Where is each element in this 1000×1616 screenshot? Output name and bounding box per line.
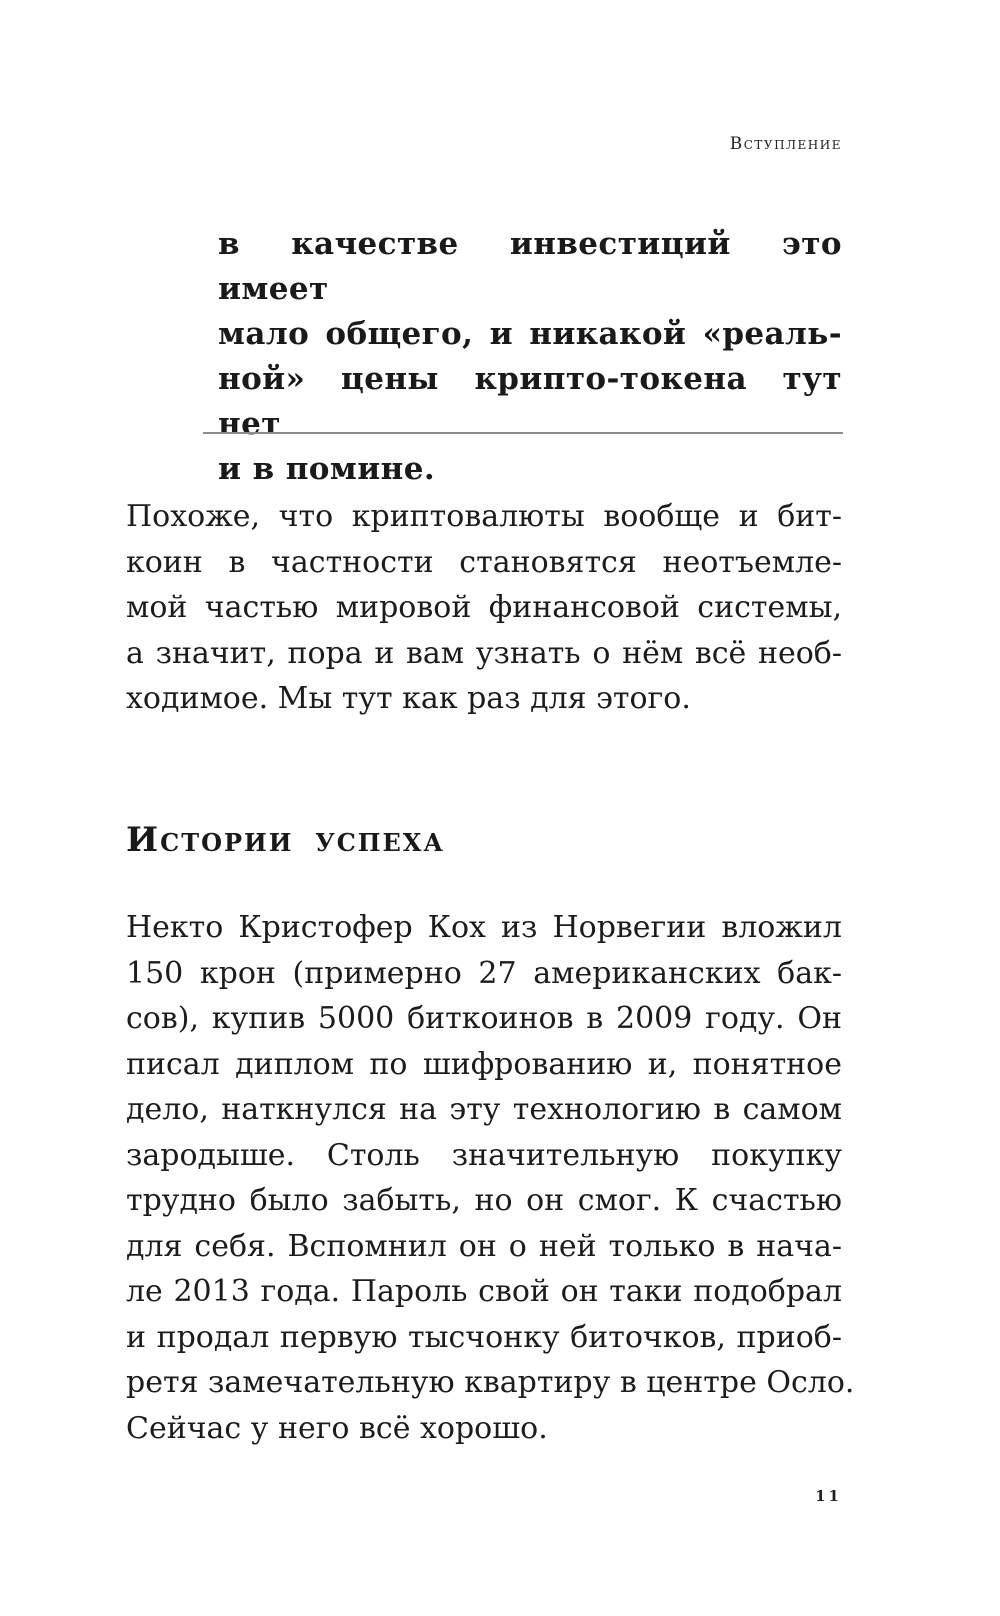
- paragraph-line: и продал первую тысчонку биточков, приоб-: [126, 1319, 842, 1355]
- paragraph-line: Сейчас у него всё хорошо.: [126, 1410, 548, 1446]
- pull-quote-divider: [203, 432, 843, 434]
- paragraph-line: для себя. Вспомнил он о ней только в нача-: [126, 1228, 842, 1264]
- pull-quote-line: мало общего, и никакой «реаль-: [218, 316, 842, 352]
- running-header: Вступление: [729, 134, 842, 154]
- paragraph-line: 150 крон (примерно 27 американских бак-: [126, 955, 842, 991]
- paragraph-line: а значит, пора и вам узнать о нём всё необ-: [126, 635, 842, 671]
- paragraph-line: Некто Кристофер Кох из Норвегии вложил: [126, 910, 842, 945]
- pull-quote-line: ной» цены крипто-токена тут нет: [218, 361, 842, 442]
- paragraph-line: дело, наткнулся на эту технологию в самом: [126, 1092, 842, 1127]
- pull-quote-line: и в помине.: [218, 451, 436, 487]
- section-heading: Истории успеха: [126, 820, 445, 860]
- paragraph-line: ретя замечательную квартиру в центре Осло.: [126, 1365, 855, 1400]
- paragraph-line: писал диплом по шифрованию и, понятное: [126, 1046, 842, 1082]
- paragraph-line: ходимое. Мы тут как раз для этого.: [126, 681, 691, 716]
- pull-quote: [218, 222, 842, 492]
- intro-paragraph: [126, 494, 842, 722]
- story-paragraph: [126, 905, 855, 1451]
- paragraph-line: трудно было забыть, но он смог. К счастью: [126, 1183, 842, 1218]
- paragraph-line: мой частью мировой финансовой системы,: [126, 590, 842, 625]
- paragraph-line: зародыше. Столь значительную покупку: [126, 1137, 842, 1173]
- paragraph-line: Похоже, что криптовалюты вообще и бит-: [126, 499, 842, 534]
- paragraph-line: сов), купив 5000 биткоинов в 2009 году. Он: [126, 1001, 842, 1036]
- paragraph-line: коин в частности становятся неотъемле-: [126, 544, 842, 580]
- pull-quote-line: в качестве инвестиций это имеет: [218, 226, 842, 307]
- page-number: 11: [815, 1487, 842, 1505]
- paragraph-line: ле 2013 года. Пароль свой он таки подобрал: [126, 1274, 842, 1309]
